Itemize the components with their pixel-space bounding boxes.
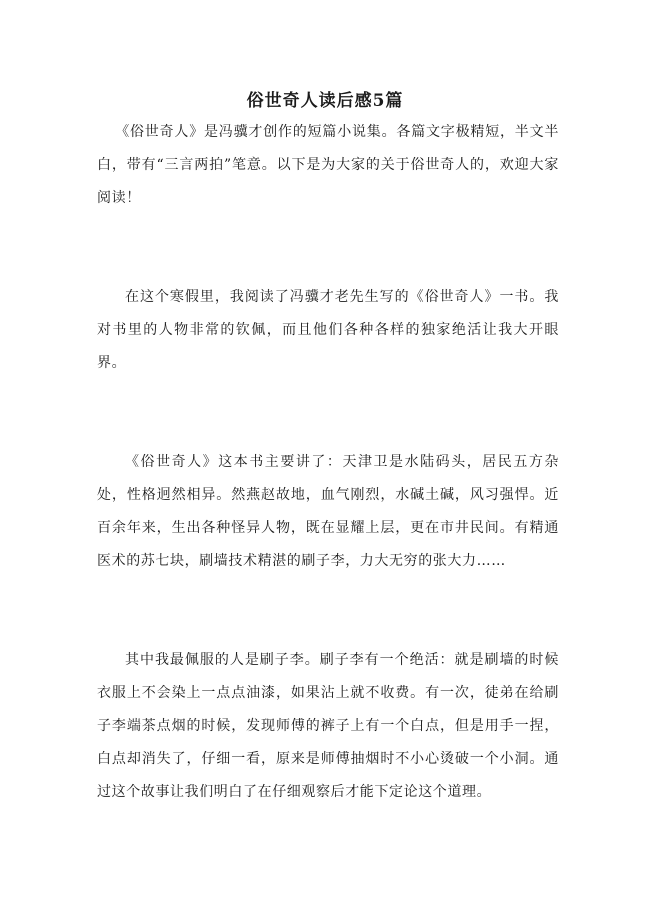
paragraph-winter-reading: 在这个寒假里，我阅读了冯骥才老先生写的《俗世奇人》一书。我对书里的人物非常的钦佩，而且他们各种各样的独家绝活让我大开眼界。 xyxy=(97,289,559,371)
paragraph-shuazili: 其中我最佩服的人是刷子李。刷子李有一个绝活：就是刷墙的时候衣服上不会染上一点点油漆，如果沾上就不收费。有一次，徒弟在给刷子李端茶点烟的时候，发现师傅的裤子上有一个白点，但是用手一捏，白点却消失了，仔细一看，原来是师傅抽烟时不小心烫破一个小洞。通过这个故事让我们明白了在仔细观察后才能下定论这个道理。 xyxy=(97,652,559,800)
document-body xyxy=(97,116,559,875)
paragraph-intro: 《俗世奇人》是冯骥才创作的短篇小说集。各篇文字极精短，半文半白，带有“三言两拍”笔意。以下是为大家的关于俗世奇人的，欢迎大家阅读！ xyxy=(97,124,559,206)
document-title: 俗世奇人读后感5篇 xyxy=(246,91,404,111)
paragraph-book-summary: 《俗世奇人》这本书主要讲了：天津卫是水陆码头，居民五方杂处，性格迥然相异。然燕赵故地，血气刚烈，水碱土碱，风习强悍。近百余年来，生出各种怪异人物，既在显耀上层，更在市井民间。有精通医术的苏七块，刷墙技术精湛的刷子李，力大无穷的张大力…… xyxy=(97,454,559,569)
